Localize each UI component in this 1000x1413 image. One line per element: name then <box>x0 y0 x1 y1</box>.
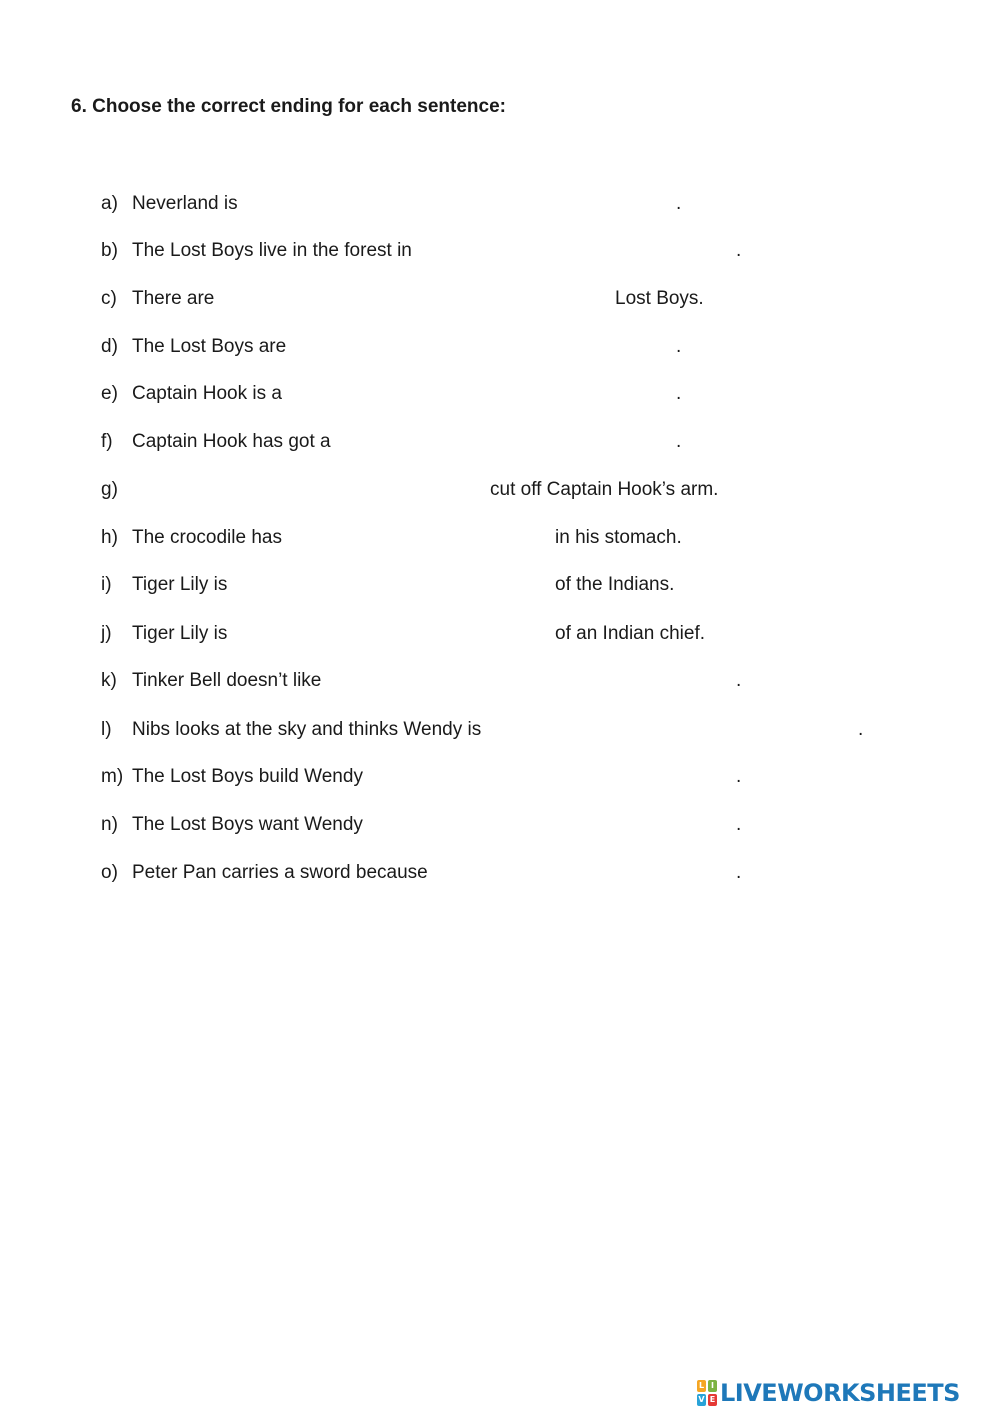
logo-mark-icon <box>697 1380 717 1406</box>
sentence-end: cut off Captain Hook’s arm. <box>490 479 719 500</box>
sentence-end: . <box>736 814 742 835</box>
sentence-start: There are <box>132 288 215 309</box>
sentence-end: . <box>736 766 742 787</box>
sentence-end: of the Indians. <box>555 574 675 595</box>
answer-dropdown[interactable] <box>240 574 549 598</box>
sentence-row <box>0 811 1000 839</box>
answer-dropdown[interactable] <box>228 288 609 312</box>
sentence-row <box>0 763 1000 791</box>
sentence-end: Lost Boys. <box>615 288 704 309</box>
logo-letter-e: E <box>709 1395 716 1404</box>
sentence-end: . <box>736 670 742 691</box>
sentence-end: . <box>676 193 682 214</box>
sentence-start: Tinker Bell doesn’t like <box>132 670 322 691</box>
sentence-start: Peter Pan carries a sword because <box>132 862 428 883</box>
sentence-end: of an Indian chief. <box>555 623 705 644</box>
answer-dropdown[interactable] <box>250 193 670 217</box>
page-title: 6. Choose the correct ending for each sentence: <box>71 96 506 117</box>
sentence-marker: c) <box>101 288 117 309</box>
sentence-row <box>0 667 1000 695</box>
sentence-marker: j) <box>101 623 112 644</box>
logo-letter-l: L <box>698 1381 705 1390</box>
sentence-marker: k) <box>101 670 117 691</box>
sentence-row <box>0 190 1000 218</box>
answer-dropdown[interactable] <box>340 670 730 694</box>
answer-dropdown[interactable] <box>302 336 670 360</box>
liveworksheets-logo <box>697 1378 960 1408</box>
sentence-row <box>0 380 1000 408</box>
sentence-marker: a) <box>101 193 118 214</box>
sentence-marker: g) <box>101 479 118 500</box>
sentence-row <box>0 524 1000 552</box>
sentence-row <box>0 571 1000 599</box>
sentence-marker: n) <box>101 814 118 835</box>
answer-dropdown[interactable] <box>350 431 670 455</box>
logo-text: LIVEWORKSHEETS <box>720 1379 960 1407</box>
sentence-start: Tiger Lily is <box>132 623 228 644</box>
sentence-marker: d) <box>101 336 118 357</box>
answer-dropdown[interactable] <box>132 479 484 503</box>
sentence-marker: h) <box>101 527 118 548</box>
logo-letter-v: V <box>698 1395 705 1404</box>
sentence-end: . <box>736 862 742 883</box>
sentence-start: The Lost Boys are <box>132 336 287 357</box>
sentence-marker: o) <box>101 862 118 883</box>
answer-dropdown[interactable] <box>384 766 730 790</box>
sentence-start: The crocodile has <box>132 527 282 548</box>
sentence-start: The Lost Boys want Wendy <box>132 814 363 835</box>
sentence-row <box>0 333 1000 361</box>
sentence-marker: i) <box>101 574 112 595</box>
sentence-end: . <box>676 336 682 357</box>
sentence-end: . <box>736 240 742 261</box>
sentence-start: Captain Hook is a <box>132 383 282 404</box>
sentence-row <box>0 428 1000 456</box>
sentence-marker: m) <box>101 766 124 787</box>
sentence-end: . <box>858 719 864 740</box>
answer-dropdown[interactable] <box>508 719 852 743</box>
answer-dropdown[interactable] <box>298 383 670 407</box>
sentence-end: in his stomach. <box>555 527 682 548</box>
sentence-start: Tiger Lily is <box>132 574 228 595</box>
sentence-start: The Lost Boys live in the forest in <box>132 240 412 261</box>
answer-dropdown[interactable] <box>434 240 730 264</box>
sentence-marker: f) <box>101 431 113 452</box>
sentence-end: . <box>676 383 682 404</box>
sentence-marker: e) <box>101 383 118 404</box>
sentence-row <box>0 859 1000 887</box>
answer-dropdown[interactable] <box>240 623 549 647</box>
sentence-end: . <box>676 431 682 452</box>
sentence-start: Captain Hook has got a <box>132 431 331 452</box>
sentence-marker: b) <box>101 240 118 261</box>
sentence-start: Neverland is <box>132 193 238 214</box>
logo-letter-i: I <box>708 1380 717 1392</box>
answer-dropdown[interactable] <box>452 862 730 886</box>
sentence-start: Nibs looks at the sky and thinks Wendy is <box>132 719 482 740</box>
sentence-start: The Lost Boys build Wendy <box>132 766 363 787</box>
sentence-row <box>0 476 1000 504</box>
sentence-marker: l) <box>101 719 112 740</box>
sentence-row <box>0 620 1000 648</box>
answer-dropdown[interactable] <box>384 814 730 838</box>
answer-dropdown[interactable] <box>298 527 549 551</box>
sentence-row <box>0 237 1000 265</box>
sentence-row <box>0 285 1000 313</box>
sentence-row <box>0 716 1000 744</box>
